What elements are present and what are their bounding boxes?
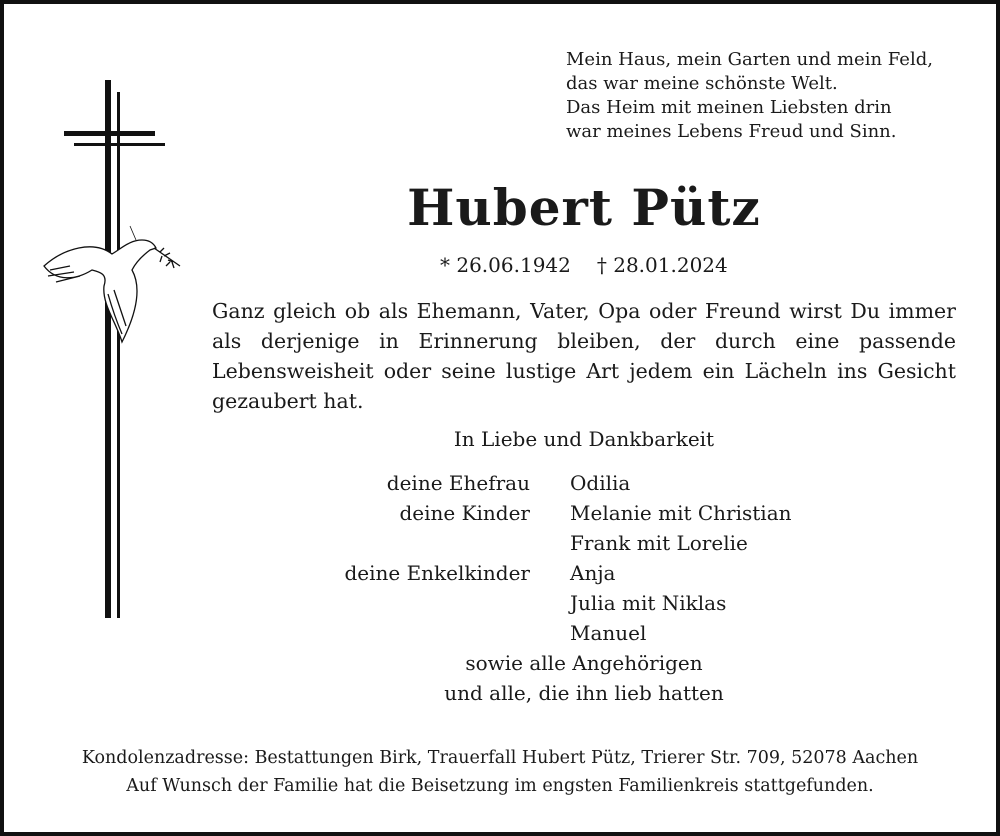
footer	[4, 744, 996, 800]
relation-label: deine Enkelkinder	[344, 561, 530, 585]
poem-line: war meines Lebens Freud und Sinn.	[566, 121, 897, 142]
closing-line: sowie alle Angehörigen	[465, 651, 703, 675]
condolence-address: Kondolenzadresse: Bestattungen Birk, Trauerfall Hubert Pütz, Trierer Str. 709, 52078 Aachen	[81, 748, 919, 768]
relation-label: deine Ehefrau	[386, 471, 530, 495]
mourner-name: Odilia	[570, 471, 631, 495]
poem	[566, 48, 933, 144]
burial-note: Auf Wunsch der Familie hat die Beisetzung im engsten Familienkreis stattgefunden.	[126, 776, 874, 796]
thanks-line: In Liebe und Dankbarkeit	[453, 427, 715, 451]
birth-date: * 26.06.1942	[440, 253, 571, 277]
mourner-name: Julia mit Niklas	[570, 591, 727, 615]
life-dates	[440, 250, 728, 280]
mourner-name: Frank mit Lorelie	[570, 531, 748, 555]
mourner-name: Melanie mit Christian	[570, 501, 792, 525]
tribute-text: Ganz gleich ob als Ehemann, Vater, Opa oder Freund wirst Du immer als derjenige in Erinnerung bleiben, der durch eine passende Lebensweisheit oder seine lustige Art jedem ein Lächeln ins Gesicht gezaubert hat.	[212, 299, 956, 413]
mourner-name: Manuel	[570, 621, 647, 645]
death-date: † 28.01.2024	[596, 253, 728, 277]
deceased-name: Hubert Pütz	[407, 178, 761, 237]
poem-line: Das Heim mit meinen Liebsten drin	[566, 97, 892, 118]
mourner-name: Anja	[570, 561, 616, 585]
relation-label: deine Kinder	[399, 501, 530, 525]
closing-line: und alle, die ihn lieb hatten	[444, 681, 724, 705]
poem-line: Mein Haus, mein Garten und mein Feld,	[566, 49, 933, 70]
poem-line: das war meine schönste Welt.	[566, 73, 838, 94]
